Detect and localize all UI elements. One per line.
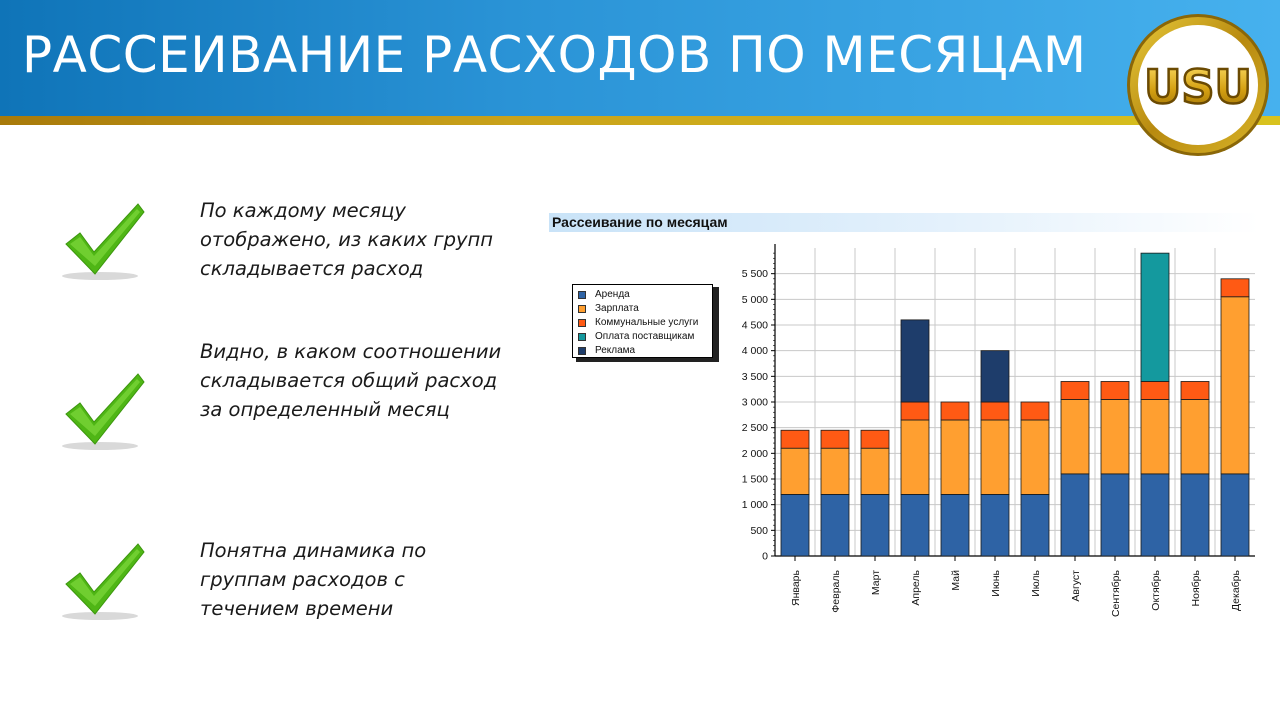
bar-segment — [901, 320, 929, 402]
x-tick-label: Май — [950, 570, 962, 591]
legend-swatch — [578, 305, 586, 313]
bar-segment — [941, 494, 969, 556]
bar-segment — [781, 448, 809, 494]
legend-label: Коммунальные услуги — [595, 317, 699, 328]
bar-segment — [1021, 420, 1049, 494]
checkmark-icon — [58, 196, 148, 286]
y-tick-label: 5 500 — [741, 268, 768, 281]
bar-segment — [1141, 253, 1169, 381]
bar-segment — [861, 430, 889, 448]
x-tick-label: Апрель — [910, 570, 922, 606]
bar-segment — [1101, 399, 1129, 473]
x-tick-label: Август — [1070, 570, 1082, 602]
bar-segment — [1061, 474, 1089, 556]
bar-segment — [981, 402, 1009, 420]
bar-segment — [1181, 474, 1209, 556]
bar-segment — [861, 494, 889, 556]
legend-label: Реклама — [595, 345, 636, 356]
bar-segment — [1101, 474, 1129, 556]
bar-segment — [941, 420, 969, 494]
bar-segment — [1101, 381, 1129, 399]
legend-swatch — [578, 319, 586, 327]
x-tick-label: Октябрь — [1150, 570, 1162, 611]
bar-segment — [981, 494, 1009, 556]
x-tick-label: Сентябрь — [1110, 570, 1122, 618]
bar-segment — [821, 448, 849, 494]
bar-segment — [1061, 399, 1089, 473]
x-tick-label: Июль — [1030, 570, 1042, 597]
bar-segment — [1141, 399, 1169, 473]
bar-segment — [1221, 474, 1249, 556]
y-tick-label: 3 000 — [741, 396, 768, 409]
y-tick-label: 1 000 — [741, 499, 768, 512]
stacked-bar-chart — [720, 240, 1260, 630]
bar-segment — [781, 494, 809, 556]
y-tick-label: 5 000 — [741, 293, 768, 306]
checkmark-icon — [58, 536, 148, 626]
x-tick-label: Январь — [790, 570, 802, 606]
bar-segment — [981, 351, 1009, 402]
header-gold-stripe — [0, 116, 1280, 125]
bar-segment — [861, 448, 889, 494]
bar-segment — [1221, 297, 1249, 474]
y-tick-label: 0 — [762, 550, 768, 563]
y-tick-label: 4 000 — [741, 345, 768, 358]
bar-segment — [781, 430, 809, 448]
legend-swatch — [578, 333, 586, 341]
chart-legend — [572, 284, 713, 358]
bar-segment — [1021, 402, 1049, 420]
bar-segment — [981, 420, 1009, 494]
y-tick-label: 3 500 — [741, 370, 768, 383]
bar-segment — [821, 494, 849, 556]
bar-segment — [1021, 494, 1049, 556]
bar-segment — [1181, 381, 1209, 399]
x-tick-label: Март — [870, 570, 882, 596]
chart-title: Рассеивание по месяцам — [552, 214, 728, 230]
y-tick-label: 1 500 — [741, 473, 768, 486]
bullet-text-2: Видно, в каком соотношении складывается общий расход за определенный месяц — [200, 340, 502, 421]
chart-title-bar — [549, 213, 1259, 232]
logo-text: USU — [1144, 60, 1252, 114]
legend-label: Оплата поставщикам — [595, 331, 695, 342]
legend-swatch — [578, 291, 586, 299]
page-title: РАССЕИВАНИЕ РАСХОДОВ ПО МЕСЯЦАМ — [22, 26, 1087, 84]
legend-label: Зарплата — [595, 303, 639, 314]
checkmark-icon — [58, 366, 148, 456]
bullet-text-1: По каждому месяцу отображено, из каких групп складывается расход — [200, 199, 494, 280]
bar-segment — [821, 430, 849, 448]
bar-segment — [1141, 474, 1169, 556]
legend-swatch — [578, 347, 586, 355]
x-tick-label: Декабрь — [1230, 570, 1242, 611]
y-tick-label: 500 — [750, 524, 768, 537]
header-banner — [0, 0, 1280, 116]
y-tick-label: 2 500 — [741, 422, 768, 435]
bar-segment — [941, 402, 969, 420]
x-tick-label: Июнь — [990, 570, 1002, 597]
bar-segment — [1061, 381, 1089, 399]
x-tick-label: Ноябрь — [1190, 570, 1202, 607]
usu-logo — [1125, 12, 1271, 158]
x-tick-label: Февраль — [830, 570, 842, 613]
legend-label: Аренда — [595, 289, 630, 300]
bar-segment — [1181, 399, 1209, 473]
bullet-text-3: Понятна динамика по группам расходов с течением времени — [200, 539, 427, 620]
y-tick-label: 2 000 — [741, 447, 768, 460]
bar-segment — [901, 494, 929, 556]
y-tick-label: 4 500 — [741, 319, 768, 332]
bar-segment — [1221, 279, 1249, 297]
bar-segment — [901, 402, 929, 420]
bar-segment — [901, 420, 929, 494]
bar-segment — [1141, 381, 1169, 399]
